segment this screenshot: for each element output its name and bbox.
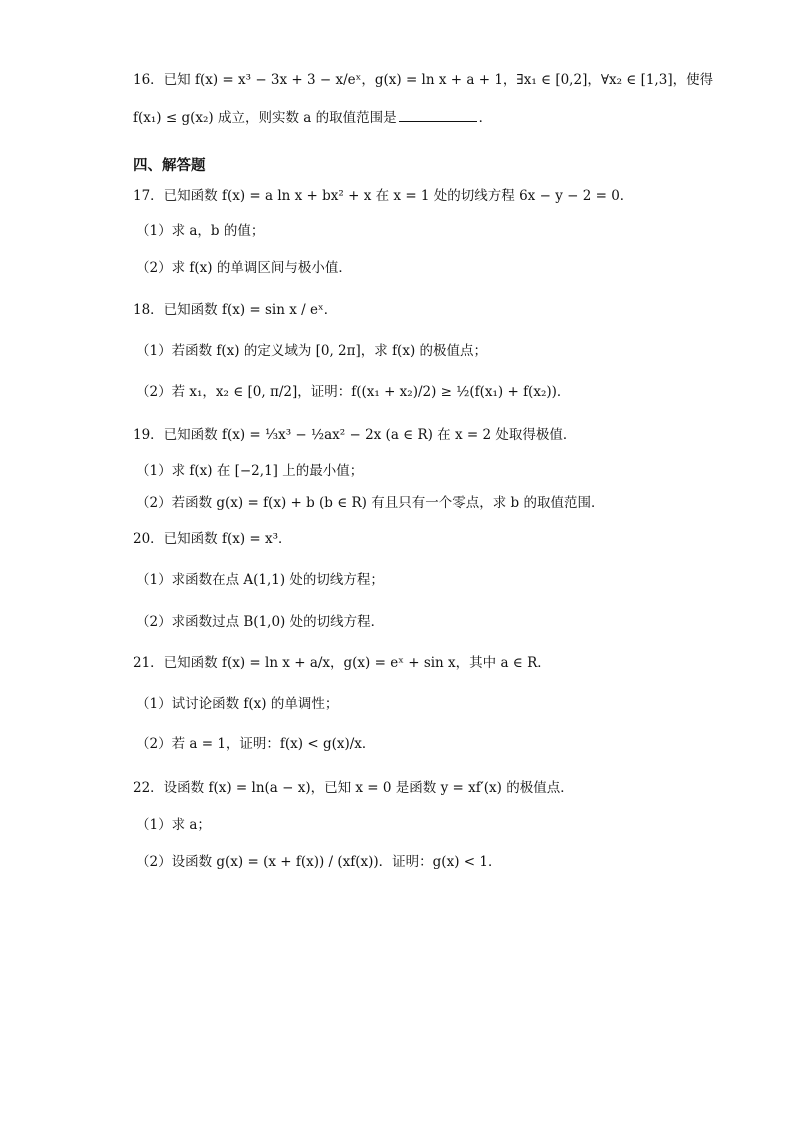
q19-stem: 19．已知函数 f(x) = ⅓x³ − ½ax² − 2x (a ∈ R) 在 x = 2 处取得极值． (133, 427, 577, 443)
answer-blank (399, 107, 477, 122)
q16-line2 (133, 107, 734, 128)
q16-line1: 16．已知 f(x) = x³ − 3x + 3 − x/eˣ，g(x) = ln x + a + 1，∃x₁ ∈ [0,2]，∀x₂ ∈ [1,3]，使得 (133, 72, 714, 88)
q17-stem: 17．已知函数 f(x) = a ln x + bx² + x 在 x = 1 处的切线方程 6x − y − 2 = 0． (133, 188, 634, 204)
q17-part1: （1）求 a，b 的值； (136, 223, 265, 239)
q20-stem: 20．已知函数 f(x) = x³． (133, 531, 292, 547)
q22-part1: （1）求 a； (136, 817, 211, 833)
q18-part2: （2）若 x₁，x₂ ∈ [0, π/2]，证明：f((x₁ + x₂)/2) ≥ ½(f(x₁) + f(x₂))． (136, 384, 571, 400)
q22-part2: （2）设函数 g(x) = (x + f(x)) / (xf(x))．证明：g(x) < 1． (136, 854, 502, 870)
q17-part2: （2）求 f(x) 的单调区间与极小值． (136, 260, 352, 276)
q21-part1: （1）试讨论函数 f(x) 的单调性； (136, 696, 339, 712)
q20-part2: （2）求函数过点 B(1,0) 处的切线方程． (136, 614, 385, 630)
q18-stem: 18．已知函数 f(x) = sin x / eˣ． (133, 302, 338, 318)
q19-part2: （2）若函数 g(x) = f(x) + b (b ∈ R) 有且只有一个零点，求 b 的取值范围． (136, 495, 605, 511)
section-heading: 四、解答题 (133, 158, 206, 174)
q16-line2-end: ． (478, 110, 493, 126)
q16-line2-text: f(x₁) ≤ g(x₂) 成立，则实数 a 的取值范围是 (133, 110, 397, 126)
q22-stem: 22．设函数 f(x) = ln(a − x)，已知 x = 0 是函数 y = xf′(x) 的极值点． (133, 780, 574, 796)
q19-part1: （1）求 f(x) 在 [−2,1] 上的最小值； (136, 463, 364, 479)
q21-part2: （2）若 a = 1，证明：f(x) < g(x)/x． (136, 736, 376, 752)
q21-stem: 21．已知函数 f(x) = ln x + a/x，g(x) = eˣ + sin x，其中 a ∈ R． (133, 655, 551, 671)
q20-part1: （1）求函数在点 A(1,1) 处的切线方程； (136, 572, 384, 588)
q18-part1: （1）若函数 f(x) 的定义域为 [0, 2π]，求 f(x) 的极值点； (136, 343, 487, 359)
